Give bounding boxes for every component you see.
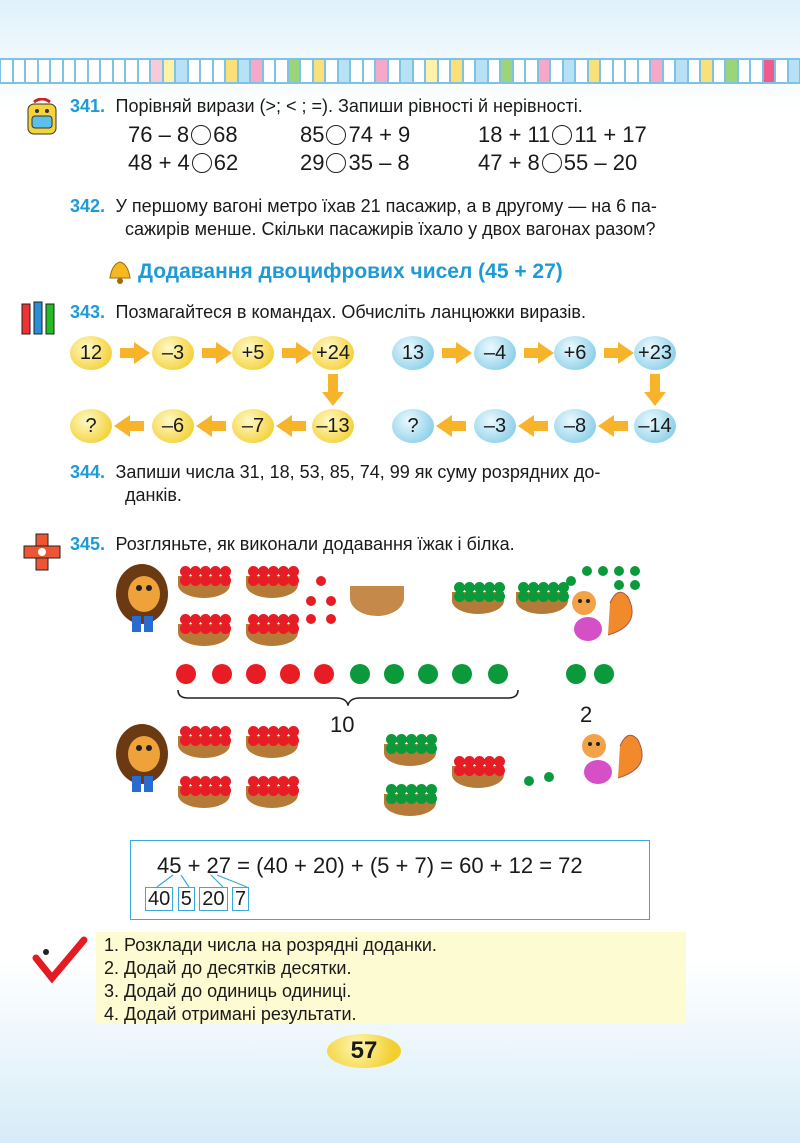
arrow-right-icon	[296, 342, 312, 364]
exercise-text-line1: Запиши числа 31, 18, 53, 85, 74, 99 як суму розрядних до-	[115, 462, 601, 482]
chain-bottom-bubble: –13	[312, 409, 354, 443]
empty-basket	[350, 586, 404, 616]
red-dot	[176, 664, 196, 684]
page-number: 57	[327, 1034, 401, 1068]
chain-top-bubble: –4	[474, 336, 516, 370]
chain-top-bubble: 13	[392, 336, 434, 370]
squirrel-illustration	[568, 728, 652, 792]
top-color-strip	[0, 58, 800, 84]
chain-bottom-bubble: –8	[554, 409, 596, 443]
right-operand: 55 – 20	[563, 150, 638, 175]
digit-box: 7	[232, 887, 249, 911]
green-apple-basket	[450, 578, 506, 616]
apple	[582, 566, 592, 576]
arrow-right-icon	[538, 342, 554, 364]
green-apple-basket	[382, 730, 438, 768]
red-dot	[280, 664, 300, 684]
red-apple-basket	[244, 722, 300, 760]
red-apple-basket	[244, 772, 300, 810]
arrow-down-icon	[644, 392, 666, 406]
exercise-345	[70, 534, 515, 555]
rules-box	[96, 932, 686, 1024]
comparison-expression	[478, 122, 647, 148]
left-operand: 18 + 11	[478, 122, 551, 147]
decomposition-boxes	[145, 887, 249, 911]
right-operand: 68	[213, 122, 238, 147]
apple	[544, 772, 554, 782]
digit-box: 20	[199, 887, 227, 911]
green-dot	[488, 664, 508, 684]
chain-bottom-bubble: –7	[232, 409, 274, 443]
exercise-text: Розгляньте, як виконали додавання їжак і білка.	[115, 534, 515, 554]
red-dot	[212, 664, 232, 684]
formula-box	[130, 840, 650, 920]
right-operand: 35 – 8	[348, 150, 410, 175]
chain-answer-bubble: ?	[70, 409, 112, 443]
apple	[326, 614, 336, 624]
rule-item: 3. Додай до одиниць одиниці.	[124, 980, 686, 1003]
compare-circle[interactable]	[326, 153, 346, 173]
apple	[614, 566, 624, 576]
green-dot	[384, 664, 404, 684]
exercise-342	[70, 196, 690, 240]
apple	[306, 614, 316, 624]
arrow-right-icon	[216, 342, 232, 364]
red-dot	[314, 664, 334, 684]
red-apple-basket	[450, 752, 506, 790]
exercise-343	[70, 302, 586, 323]
exercise-text: Порівняй вирази (>; < ; =). Запиши рівності й нерівності.	[115, 96, 583, 116]
comparison-expression	[128, 122, 238, 148]
green-apple-basket	[382, 780, 438, 818]
comparison-expression	[128, 150, 238, 176]
arrow-left-icon	[598, 415, 614, 437]
chain-top-bubble: +24	[312, 336, 354, 370]
comparison-expression	[300, 150, 410, 176]
apple	[524, 776, 534, 786]
arrow-left-icon	[196, 415, 212, 437]
red-apple-basket	[176, 562, 232, 600]
arrow-left-icon	[436, 415, 452, 437]
compare-circle[interactable]	[542, 153, 562, 173]
chain-top-bubble: +23	[634, 336, 676, 370]
apple	[566, 576, 576, 586]
exercise-number: 343.	[70, 302, 106, 322]
green-dot	[418, 664, 438, 684]
green-apple-basket	[514, 578, 570, 616]
exercise-number: 345.	[70, 534, 106, 554]
rule-item: 4. Додай отримані результати.	[124, 1003, 686, 1026]
exercise-text: Позмагайтеся в командах. Обчисліть ланцюжки виразів.	[115, 302, 586, 322]
comparison-expression	[478, 150, 637, 176]
arrow-left-icon	[114, 415, 130, 437]
left-operand: 29	[300, 150, 325, 175]
apple	[326, 596, 336, 606]
hedgehog-illustration	[112, 720, 172, 800]
arrow-left-icon	[518, 415, 534, 437]
exercise-text-line1: У першому вагоні метро їхав 21 пасажир, а в другому — на 6 па-	[115, 196, 657, 216]
exercise-text-line2: сажирів менше. Скільки пасажирів їхало у двох вагонах разом?	[125, 219, 656, 239]
rule-item: 1. Розклади числа на розрядні доданки.	[124, 934, 686, 957]
label-ten: 10	[330, 712, 355, 737]
digit-box: 40	[145, 887, 173, 911]
compare-circle[interactable]	[326, 125, 346, 145]
plus-character-icon	[20, 530, 64, 574]
section-title: Додавання двоцифрових чисел (45 + 27)	[138, 260, 563, 283]
chain-top-bubble: 12	[70, 336, 112, 370]
compare-circle[interactable]	[192, 153, 212, 173]
red-apple-basket	[244, 610, 300, 648]
left-operand: 48 + 4	[128, 150, 190, 175]
red-apple-basket	[176, 772, 232, 810]
exercise-341	[70, 96, 583, 117]
apple	[614, 580, 624, 590]
digit-box: 5	[178, 887, 195, 911]
apple	[630, 580, 640, 590]
apple	[316, 576, 326, 586]
left-operand: 85	[300, 122, 325, 147]
chain-bottom-bubble: –6	[152, 409, 194, 443]
arrow-right-icon	[618, 342, 634, 364]
checkmark-icon	[30, 936, 88, 984]
brace	[176, 688, 520, 706]
apple	[598, 566, 608, 576]
arrow-right-icon	[134, 342, 150, 364]
arrow-down-icon	[322, 392, 344, 406]
chain-top-bubble: +5	[232, 336, 274, 370]
arrow-right-icon	[456, 342, 472, 364]
green-dot	[452, 664, 472, 684]
apple	[630, 566, 640, 576]
chain-top-bubble: +6	[554, 336, 596, 370]
green-dot	[566, 664, 586, 684]
compare-circle[interactable]	[191, 125, 211, 145]
right-operand: 62	[213, 150, 239, 175]
right-operand: 74 + 9	[348, 122, 411, 147]
rule-item: 2. Додай до десятків десятки.	[124, 957, 686, 980]
chain-bottom-bubble: –14	[634, 409, 676, 443]
exercise-344	[70, 462, 690, 506]
exercise-text-line2: данків.	[125, 485, 182, 505]
arrow-left-icon	[276, 415, 292, 437]
green-dot	[594, 664, 614, 684]
exercise-number: 341.	[70, 96, 106, 116]
bell-icon	[104, 256, 134, 286]
red-apple-basket	[176, 610, 232, 648]
red-apple-basket	[176, 722, 232, 760]
backpack-icon	[20, 98, 64, 138]
chain-answer-bubble: ?	[392, 409, 434, 443]
right-operand: 11 + 17	[574, 122, 647, 147]
exercise-number: 342.	[70, 196, 106, 216]
red-apple-basket	[244, 562, 300, 600]
exercise-number: 344.	[70, 462, 106, 482]
chain-top-bubble: –3	[152, 336, 194, 370]
pencils-icon	[18, 300, 64, 340]
label-two: 2	[580, 702, 593, 727]
apple	[306, 596, 316, 606]
formula-text: 45 + 27 = (40 + 20) + (5 + 7) = 60 + 12 = 72	[157, 853, 583, 878]
green-dot	[350, 664, 370, 684]
hedgehog-illustration	[112, 560, 172, 640]
red-dot	[246, 664, 266, 684]
left-operand: 76 – 8	[128, 122, 190, 147]
comparison-expression	[300, 122, 410, 148]
left-operand: 47 + 8	[478, 150, 540, 175]
squirrel-illustration	[558, 585, 642, 649]
chain-bottom-bubble: –3	[474, 409, 516, 443]
compare-circle[interactable]	[552, 125, 572, 145]
